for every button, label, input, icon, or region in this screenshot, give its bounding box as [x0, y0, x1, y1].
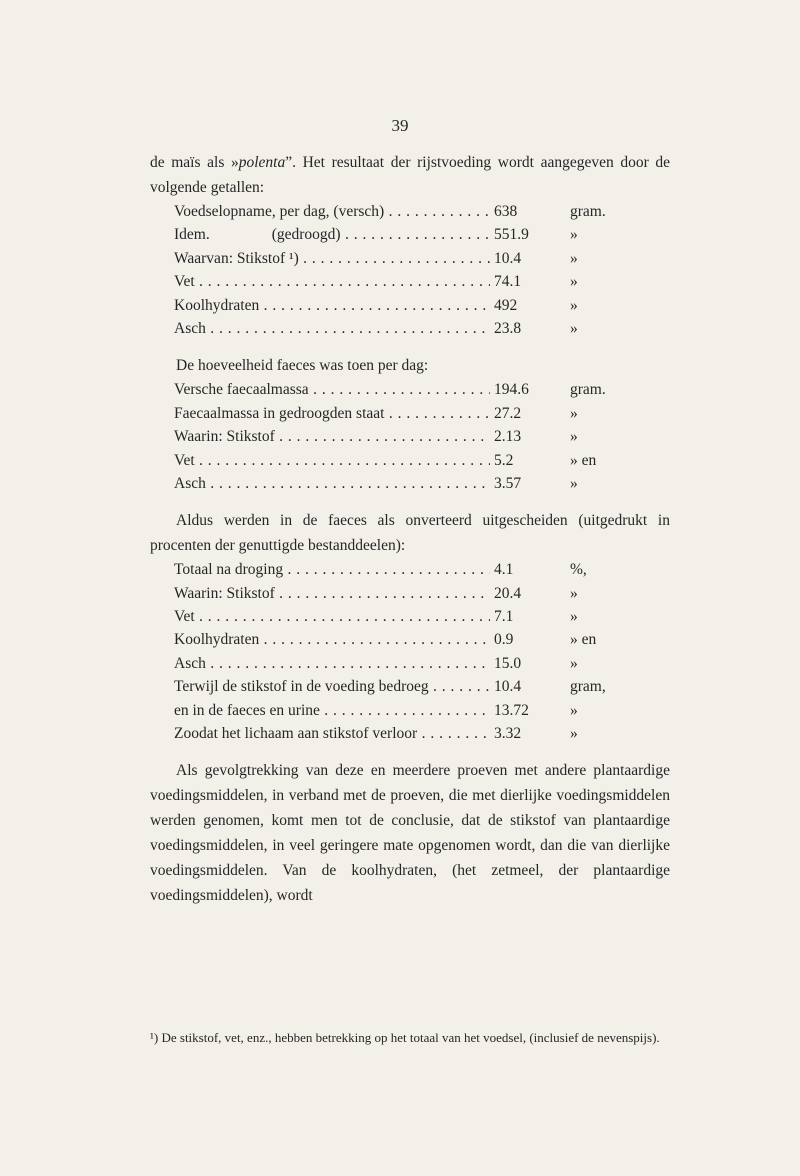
- row-label-leader: [174, 223, 490, 246]
- row-label: Koolhydraten: [174, 296, 260, 314]
- row-unit: »: [570, 319, 578, 337]
- page-number: 39: [391, 116, 409, 135]
- row-value: 5.2: [494, 451, 514, 469]
- row-value: 27.2: [494, 404, 522, 422]
- footnote: ¹) De stikstof, vet, enz., hebben betrekking op het totaal van het voedsel, (inclusief de nevenspijs).: [150, 1030, 660, 1045]
- row-unit: » en: [570, 631, 597, 649]
- table-row: [150, 605, 670, 628]
- intro-paragraph: [150, 150, 670, 200]
- table-row: [150, 402, 670, 425]
- row-unit: gram.: [570, 381, 606, 399]
- table-row: [150, 675, 670, 698]
- table-row: [150, 425, 670, 448]
- row-label: en in de faeces en urine: [174, 701, 320, 719]
- table-row: [150, 270, 670, 293]
- table-row: [150, 223, 670, 246]
- row-unit: »: [570, 428, 578, 446]
- row-label-leader: [174, 449, 490, 472]
- row-label: Vet: [174, 273, 195, 291]
- row-value: 13.72: [494, 701, 529, 719]
- table-row: [150, 722, 670, 745]
- row-label-leader: [174, 722, 490, 745]
- row-unit: » en: [570, 451, 597, 469]
- page-body: [150, 150, 670, 908]
- table-row: [150, 200, 670, 223]
- row-label-leader: [174, 558, 490, 581]
- row-value: 74.1: [494, 273, 522, 291]
- row-label-leader: [174, 675, 490, 698]
- row-unit: »: [570, 474, 578, 492]
- row-label: Faecaalmassa in gedroogden staat: [174, 404, 385, 422]
- row-label: Asch: [174, 474, 206, 492]
- rice-intake-table: [150, 200, 670, 340]
- table-row: [150, 652, 670, 675]
- row-label: Terwijl de stikstof in de voeding bedroeg: [174, 678, 429, 696]
- row-value: 2.13: [494, 428, 522, 446]
- table-row: [150, 699, 670, 722]
- table-row: [150, 582, 670, 605]
- row-unit: »: [570, 273, 578, 291]
- row-label: Waarvan: Stikstof ¹): [174, 249, 299, 267]
- row-label-leader: [174, 605, 490, 628]
- row-unit: gram,: [570, 678, 606, 696]
- faeces-table: [150, 378, 670, 495]
- row-label-leader: [174, 652, 490, 675]
- row-unit: »: [570, 296, 578, 314]
- conclusion-paragraph: Als gevolgtrekking van deze en meerdere proeven met andere plantaardige voedingsmiddelen, in verband met de proeven, die met dierlijke voedingsmiddelen werden genomen, komt men tot de conclusie, dat de stikstof van plantaardige voedingsmiddelen, in veel geringere mate opgenomen wordt, dan die van dierlijke voedingsmiddelen. Van de koolhydraten, (het zetmeel, der plantaardige voedingsmiddelen), wordt: [150, 762, 670, 905]
- excreted-intro: Aldus werden in de faeces als onverteerd uitgescheiden (uitgedrukt in procenten der genuttigde bestanddeelen):: [150, 512, 670, 555]
- row-label: Versche faecaalmassa: [174, 381, 309, 399]
- row-label-leader: [174, 270, 490, 293]
- intro-text-end: ”. Het resultaat der rijstvoeding wordt aangegeven door de volgende getallen:: [150, 154, 671, 196]
- row-label: Idem. (gedroogd): [174, 226, 341, 244]
- table-row: [150, 378, 670, 401]
- table-row: [150, 449, 670, 472]
- row-label: Waarin: Stikstof: [174, 584, 275, 602]
- row-unit: »: [570, 226, 578, 244]
- row-label: Vet: [174, 608, 195, 626]
- row-value: 10.4: [494, 249, 522, 267]
- row-label-leader: [174, 582, 490, 605]
- row-label-leader: [174, 402, 490, 425]
- row-value: 10.4: [494, 678, 522, 696]
- table-row: [150, 317, 670, 340]
- row-label-leader: [174, 247, 490, 270]
- row-unit: »: [570, 654, 578, 672]
- row-label: Zoodat het lichaam aan stikstof verloor: [174, 725, 418, 743]
- row-label-leader: [174, 200, 490, 223]
- row-value: 638: [494, 203, 518, 220]
- row-unit: »: [570, 701, 578, 719]
- row-label: Waarin: Stikstof: [174, 428, 275, 446]
- row-label-leader: [174, 317, 490, 340]
- row-value: 194.6: [494, 381, 529, 399]
- row-label-leader: [174, 425, 490, 448]
- row-label: Asch: [174, 319, 206, 337]
- row-label: Voedselopname, per dag, (versch): [174, 203, 385, 220]
- row-label: Totaal na droging: [174, 561, 284, 579]
- row-value: 20.4: [494, 584, 522, 602]
- row-value: 3.57: [494, 474, 522, 492]
- row-label-leader: [174, 699, 490, 722]
- table-row: [150, 247, 670, 270]
- table-row: [150, 558, 670, 581]
- row-unit: »: [570, 404, 578, 422]
- intro-text-start: de maïs als »: [150, 154, 239, 171]
- faeces-intro: De hoeveelheid faeces was toen per dag:: [176, 357, 429, 375]
- row-value: 551.9: [494, 226, 529, 244]
- table-row: [150, 628, 670, 651]
- row-unit: »: [570, 249, 578, 267]
- table-row: [150, 472, 670, 495]
- row-label-leader: [174, 628, 490, 651]
- row-value: 4.1: [494, 561, 514, 579]
- row-label: Asch: [174, 654, 206, 672]
- row-unit: gram.: [570, 203, 606, 220]
- row-unit: »: [570, 608, 578, 626]
- row-value: 0.9: [494, 631, 514, 649]
- row-value: 15.0: [494, 654, 522, 672]
- row-value: 492: [494, 296, 518, 314]
- excreted-percent-table: [150, 558, 670, 745]
- row-label-leader: [174, 294, 490, 317]
- row-unit: »: [570, 725, 578, 743]
- row-unit: %,: [570, 561, 587, 579]
- row-label: Koolhydraten: [174, 631, 260, 649]
- row-label-leader: [174, 378, 490, 401]
- row-value: 7.1: [494, 608, 514, 626]
- row-label-leader: [174, 472, 490, 495]
- row-value: 3.32: [494, 725, 522, 743]
- row-unit: »: [570, 584, 578, 602]
- row-value: 23.8: [494, 319, 522, 337]
- table-row: [150, 294, 670, 317]
- intro-italic-term: polenta: [238, 154, 286, 171]
- row-label: Vet: [174, 451, 195, 469]
